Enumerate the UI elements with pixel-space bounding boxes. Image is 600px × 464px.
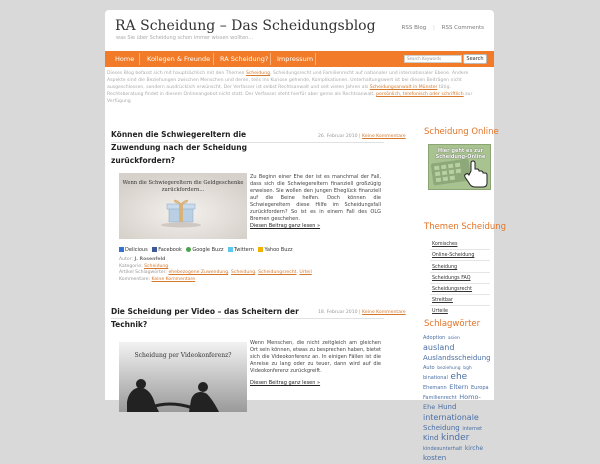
nav-ra-scheidung[interactable]: RA Scheidung? — [220, 55, 269, 63]
nav-impressum[interactable]: Impressum — [277, 55, 314, 63]
tag-cloud-item[interactable]: Auslandsscheidung — [423, 354, 491, 362]
topic-divider — [430, 283, 490, 284]
tag-cloud-item[interactable]: Eltern — [449, 383, 469, 391]
tag-cloud-item[interactable]: ausland — [423, 343, 455, 352]
tag-cloud-item[interactable]: internet — [462, 426, 483, 432]
delicious-icon — [119, 247, 124, 252]
topic-divider — [430, 294, 490, 295]
post-excerpt: Wenn Menschen, die nicht zeitgleich am gleichen Ort sein können, etwas zu besprechen haben, bietet sich die Videokonferenz an. In einigen Fällen ist die Anreise zu lang oder zu teuer, dann wird auf die Videokonferenz zurückgreift. Diesen Beitrag ganz lesen » — [250, 340, 381, 386]
rss-comments-link[interactable]: RSS Comments — [441, 25, 484, 31]
search-input[interactable]: Search Keywords — [404, 55, 462, 63]
tag-link[interactable]: ehebezogene Zuwendung — [168, 270, 229, 275]
post-image[interactable] — [119, 173, 247, 239]
tag-cloud-item[interactable]: ehe — [450, 372, 468, 382]
intro-link-scheidung[interactable]: Scheidung — [245, 71, 271, 76]
nav-divider — [315, 53, 316, 65]
tag-link[interactable]: Urteil — [299, 270, 312, 275]
sidebar-heading-themen: Themen Scheidung — [424, 222, 507, 232]
sidebar-heading-schlagwoerter: Schlagwörter — [424, 319, 481, 329]
tag-cloud-item[interactable]: Europa — [471, 385, 489, 391]
topic-divider — [430, 272, 490, 273]
main-navigation — [105, 51, 494, 67]
feed-links — [397, 25, 484, 31]
share-yahoo-buzz[interactable]: Yahoo Buzz — [264, 247, 293, 253]
post-author: Autor: J. Rosenfeld — [119, 257, 166, 262]
tag-cloud-item[interactable]: Adoption — [423, 335, 446, 341]
intro-link-anwalt[interactable]: Scheidungsanwalt in Münster — [369, 85, 438, 90]
rss-blog-link[interactable]: RSS Blog — [401, 25, 427, 31]
topic-streitbar[interactable]: Streitbar — [432, 298, 453, 303]
image-caption: Wenn die Schwiegereltern die Geldgeschenke zurückfordern... — [122, 180, 244, 193]
scheidung-online-banner[interactable] — [428, 144, 491, 190]
site-description: was Sie über Scheidung schon immer wissen wollten... — [116, 35, 254, 41]
post-comments: Kommentare: Keine Kommentare — [119, 276, 196, 282]
post-comments-link[interactable]: Keine Kommentare — [362, 310, 406, 315]
yahoo-buzz-icon — [258, 247, 263, 252]
tag-cloud — [423, 334, 493, 464]
tag-cloud-item[interactable]: Scheidung — [423, 424, 460, 432]
search-button[interactable]: Search — [463, 54, 487, 64]
tag-cloud-item[interactable]: Ehemann — [423, 385, 447, 391]
topic-scheidungsrecht[interactable]: Scheidungsrecht — [432, 287, 473, 292]
intro-text: Dieses Blog befasst sich mit hauptsächlich mit den Themen Scheidung, Scheidungsrecht und Familienrecht auf nationaler und internationaler Ebene. Andere Aspekte sind die Beziehungen zwischen Menschen und deren, teils ins Kuriose gehende, Komplikationen. Unterhaltungswert ist bei diesen Beiträgen nicht ausgeschlossen, sondern ausdrücklich erwünscht. Der Verfasser ist selbst Rechtsanwalt und seit vielen Jahren als Scheidungsanwalt in Münster tätig. Rechtsberatung findet in diesem Onlineangebot nicht statt. Der Verfasser steht hierfür aber gerne als Rechtsanwalt, persönlich, telefonisch oder schriftlich zur Verfügung — [107, 71, 473, 104]
header — [105, 10, 494, 48]
tag-link[interactable]: Scheidungsrecht — [258, 270, 297, 275]
topic-scheidungs-faq[interactable]: Scheidungs FAQ — [432, 276, 471, 281]
tag-cloud-item[interactable]: bgh — [463, 366, 472, 371]
feed-separator: | — [433, 25, 435, 31]
topic-divider — [430, 305, 490, 306]
facebook-icon — [152, 247, 157, 252]
twitter-icon — [228, 247, 233, 252]
category-link[interactable]: Scheidung — [144, 263, 169, 269]
tag-cloud-item[interactable]: kinder — [441, 433, 470, 443]
nav-kollegen-freunde[interactable]: Kollegen & Freunde — [147, 55, 211, 63]
topic-divider — [430, 260, 490, 261]
tag-cloud-item[interactable]: asien — [447, 336, 460, 341]
image-caption: Scheidung per Videokonferenz? — [134, 352, 232, 359]
nav-divider — [270, 53, 271, 65]
topic-online-scheidung[interactable]: Online-Scheidung — [432, 253, 475, 258]
tag-cloud-item[interactable]: kirche — [464, 445, 484, 452]
post-image[interactable] — [119, 342, 247, 412]
topic-urteile[interactable]: Urteile — [432, 309, 448, 314]
share-google-buzz[interactable]: Google Buzz — [192, 247, 224, 253]
tag-link[interactable]: Scheidung — [231, 270, 256, 275]
tag-cloud-item[interactable]: internationale — [423, 413, 479, 422]
comments-link[interactable]: Keine Kommentare — [151, 276, 196, 282]
topic-divider — [430, 249, 490, 250]
nav-divider — [213, 53, 214, 65]
nav-home[interactable]: Home — [115, 55, 135, 63]
tag-cloud-item[interactable]: kosten — [423, 454, 447, 462]
post-tags: Artikel Schlagwörter: ehebezogene Zuwendung, Scheidung, Scheidungsrecht, Urteil — [119, 270, 312, 275]
google-buzz-icon — [186, 247, 191, 252]
post-divider — [111, 318, 384, 319]
intro-link-kontakt[interactable]: persönlich, telefonisch oder schriftlich — [376, 92, 464, 97]
banner-text: Hier geht es zur Scheidung-Online — [435, 148, 486, 160]
tag-cloud-item[interactable]: binational — [423, 375, 448, 381]
post-excerpt: Zu Beginn einer Ehe der ist es manchmal der Fall, dass sich die Schwiegereltern finanziell großzügig erweisen. Sie wollen den jungen Eheglück finanziell auf die Beine helfen. Doch können die Schwiegereltern diese Hilfe im Scheidungsfall zurückfordern? So ist es in einem Fall des OLG Bremen geschehen. Diesen Beitrag ganz lesen » — [250, 174, 381, 229]
post-meta — [119, 257, 312, 283]
topic-komisches[interactable]: Komisches — [432, 242, 458, 247]
nav-divider — [139, 53, 140, 65]
tag-cloud-item[interactable]: Familienrecht — [423, 395, 457, 401]
tag-cloud-item[interactable]: beziehung — [437, 366, 461, 371]
read-more-link[interactable]: Diesen Beitrag ganz lesen » — [250, 223, 321, 229]
topic-scheidung[interactable]: Scheidung — [432, 265, 458, 270]
social-share-bar — [119, 247, 293, 253]
read-more-link[interactable]: Diesen Beitrag ganz lesen » — [250, 380, 321, 386]
tag-cloud-item[interactable]: kindesunterhalt — [423, 446, 463, 452]
tag-cloud-item[interactable]: Auto — [423, 365, 435, 371]
post-date: 26. Februar 2010 | Keine Kommentare — [318, 134, 406, 139]
share-facebook[interactable]: Facebook — [158, 247, 182, 253]
site-title[interactable]: RA Scheidung – Das Scheidungsblog — [115, 18, 376, 34]
tag-cloud-item[interactable]: Kind — [423, 434, 439, 442]
share-twitter[interactable]: Twittern — [234, 247, 254, 253]
page — [105, 10, 507, 462]
post-date: 18. Februar 2010 | Keine Kommentare — [318, 310, 406, 315]
post-divider — [111, 142, 384, 143]
tag-cloud-item[interactable]: Hund — [437, 403, 457, 411]
post-title[interactable]: Die Scheidung per Video – das Scheitern der Technik? — [111, 307, 299, 329]
post-comments-link[interactable]: Keine Kommentare — [362, 134, 406, 139]
post-category: Kategorie: Scheidung — [119, 263, 169, 269]
tag-cloud-item[interactable]: Homo-Ehe — [423, 393, 481, 411]
post-title[interactable]: Können die Schwiegereltern die Zuwendung nach der Scheidung zurückfordern? — [111, 130, 247, 165]
share-delicious[interactable]: Delicious — [125, 247, 148, 253]
sidebar-heading-online: Scheidung Online — [424, 127, 499, 137]
